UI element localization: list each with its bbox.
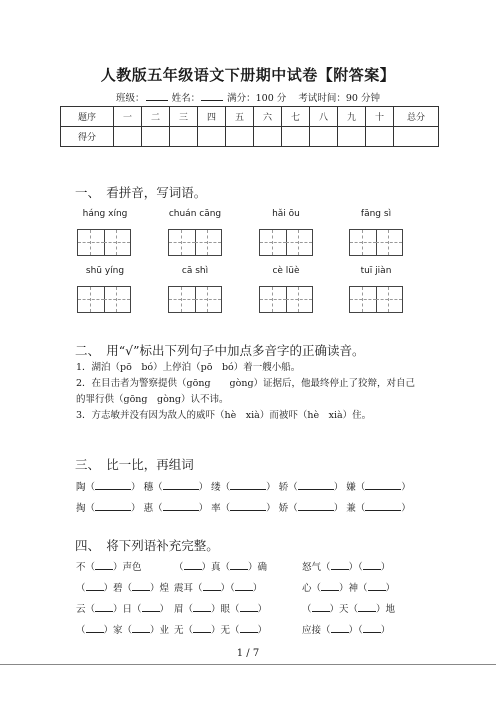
section3-heading: 三、 比一比，再组词 — [75, 457, 194, 472]
answer-blank[interactable] — [240, 602, 258, 612]
answer-blank[interactable] — [298, 501, 334, 511]
idiom-item: （ ）天（ ）地 — [302, 604, 396, 615]
answer-blank[interactable] — [163, 480, 199, 490]
answer-blank[interactable] — [298, 480, 334, 490]
class-label: 班级： — [116, 93, 145, 104]
footer-divider — [0, 664, 496, 665]
pinyin-label: fāng sì — [360, 209, 392, 219]
compare-row: 陶（ ） 穗（ ） 缕（ ） 轿（ ） 嫌（ ） — [76, 482, 411, 493]
idiom-item: （ ）碧（ ）煌 — [76, 583, 170, 594]
page-title: 人教版五年级语文下册期中试卷【附答案】 — [100, 66, 396, 84]
score-cell[interactable] — [282, 127, 310, 147]
answer-blank[interactable] — [132, 581, 150, 591]
question-line: 3．方志敏并没有因为敌人的威吓（hè xià）而被吓（hè xià）住。 — [76, 410, 372, 421]
answer-blank[interactable] — [95, 602, 113, 612]
pinyin-label: tuī jiàn — [360, 266, 392, 276]
answer-blank[interactable] — [230, 480, 266, 490]
answer-blank[interactable] — [184, 560, 202, 570]
score-cell[interactable] — [170, 127, 198, 147]
answer-blank[interactable] — [365, 480, 401, 490]
writing-grid[interactable] — [77, 229, 131, 256]
answer-blank[interactable] — [230, 501, 266, 511]
score-header-cell: 七 — [282, 107, 310, 127]
score-header-cell: 三 — [170, 107, 198, 127]
writing-grid[interactable] — [168, 229, 222, 256]
score-cell[interactable] — [114, 127, 142, 147]
pinyin-label: shū yíng — [85, 266, 125, 276]
writing-grid[interactable] — [349, 286, 403, 313]
writing-grid[interactable] — [259, 286, 313, 313]
pinyin-label: háng xíng — [82, 209, 128, 219]
answer-blank[interactable] — [86, 623, 104, 633]
score-header-cell: 五 — [226, 107, 254, 127]
compare-char: 陶 — [76, 482, 86, 493]
idiom-item: （ ）家（ ）业 — [76, 625, 170, 636]
exam-time: 考试时间：90 分钟 — [298, 93, 380, 104]
answer-blank[interactable] — [163, 501, 199, 511]
idiom-item: 不（ ）声色 — [76, 562, 142, 573]
writing-grid[interactable] — [168, 286, 222, 313]
answer-blank[interactable] — [193, 602, 211, 612]
answer-blank[interactable] — [365, 501, 401, 511]
score-header-cell: 总分 — [394, 107, 439, 127]
full-score: 满分：100 分 — [227, 93, 287, 104]
compare-char: 穗 — [143, 482, 154, 493]
compare-char: 率 — [211, 503, 221, 514]
compare-char: 惠 — [143, 503, 154, 514]
compare-char: 嫌 — [346, 482, 356, 493]
idiom-item: 云（ ）日（ ） — [76, 604, 170, 615]
writing-grid[interactable] — [77, 286, 131, 313]
pinyin-label: hǎi ōu — [272, 209, 300, 219]
score-cell[interactable] — [394, 127, 439, 147]
score-cell[interactable] — [366, 127, 394, 147]
writing-grid[interactable] — [259, 229, 313, 256]
score-header-cell: 六 — [254, 107, 282, 127]
score-header-cell: 八 — [310, 107, 338, 127]
idiom-item: 怒气（ ）（ ） — [302, 562, 391, 573]
section4-heading: 四、 将下列语补充完整。 — [75, 538, 219, 553]
question-line: 2．在目击者为警察提供（gōng gòng）证据后，他最终停止了狡辩，对自己 — [76, 378, 416, 389]
score-cell[interactable] — [338, 127, 366, 147]
answer-blank[interactable] — [95, 501, 131, 511]
score-header-cell: 二 — [142, 107, 170, 127]
score-cell[interactable] — [142, 127, 170, 147]
idiom-item: （ ）真（ ）确 — [174, 562, 268, 573]
answer-blank[interactable] — [235, 581, 253, 591]
idiom-item: 震耳（ ）（ ） — [174, 583, 263, 594]
score-header-cell: 九 — [338, 107, 366, 127]
compare-char: 娇 — [278, 503, 289, 514]
score-header-cell: 一 — [114, 107, 142, 127]
answer-blank[interactable] — [142, 602, 160, 612]
answer-blank[interactable] — [331, 560, 349, 570]
answer-blank[interactable] — [132, 623, 150, 633]
page-number: 1 / 7 — [236, 648, 260, 659]
section2-heading: 二、 用“√”标出下列句子中加点多音字的正确读音。 — [75, 343, 365, 358]
exam-meta — [0, 90, 496, 104]
answer-blank[interactable] — [203, 581, 221, 591]
idiom-item: 心（ ）神（ ） — [302, 583, 396, 594]
pinyin-label: cè lüè — [272, 266, 300, 276]
score-header-row — [61, 107, 439, 127]
writing-grid[interactable] — [349, 229, 403, 256]
score-header-cell: 题序 — [61, 107, 114, 127]
answer-blank[interactable] — [358, 602, 376, 612]
question-line: 1．湖泊（pō bó）上停泊（pō bó）着一艘小船。 — [76, 362, 301, 373]
answer-blank[interactable] — [312, 602, 330, 612]
score-value-row — [61, 127, 439, 147]
section1-heading: 一、 看拼音，写词语。 — [75, 185, 207, 200]
idiom-item: 无（ ）无（ ） — [174, 625, 268, 636]
score-cell[interactable] — [198, 127, 226, 147]
compare-char: 兼 — [346, 503, 356, 514]
answer-blank[interactable] — [321, 581, 339, 591]
pinyin-label: chuán cāng — [168, 209, 222, 219]
answer-blank[interactable] — [95, 480, 131, 490]
compare-row: 掏（ ） 惠（ ） 率（ ） 娇（ ） 兼（ ） — [76, 503, 411, 514]
compare-char: 缕 — [211, 482, 221, 493]
score-header-cell: 十 — [366, 107, 394, 127]
answer-blank[interactable] — [368, 581, 386, 591]
score-row-label: 得分 — [61, 127, 114, 147]
answer-blank[interactable] — [363, 623, 381, 633]
name-blank[interactable] — [201, 92, 223, 101]
class-blank[interactable] — [146, 92, 168, 101]
score-cell[interactable] — [226, 127, 254, 147]
idiom-item: 应接（ ）（ ） — [302, 625, 391, 636]
answer-blank[interactable] — [95, 560, 113, 570]
section2-body — [76, 360, 436, 424]
score-cell[interactable] — [310, 127, 338, 147]
answer-blank[interactable] — [240, 623, 258, 633]
idiom-item: 眉（ ）眼（ ） — [174, 604, 268, 615]
answer-blank[interactable] — [363, 560, 381, 570]
name-label: 姓名： — [171, 93, 201, 104]
answer-blank[interactable] — [86, 581, 104, 591]
compare-char: 掏 — [76, 503, 86, 514]
pinyin-label: cā shì — [181, 266, 209, 276]
compare-char: 轿 — [278, 482, 289, 493]
answer-blank[interactable] — [193, 623, 211, 633]
score-cell[interactable] — [254, 127, 282, 147]
question-line: 的罪行供（gōng gòng）认不讳。 — [76, 394, 229, 405]
answer-blank[interactable] — [331, 623, 349, 633]
score-header-cell: 四 — [198, 107, 226, 127]
score-table — [60, 106, 439, 147]
answer-blank[interactable] — [230, 560, 248, 570]
